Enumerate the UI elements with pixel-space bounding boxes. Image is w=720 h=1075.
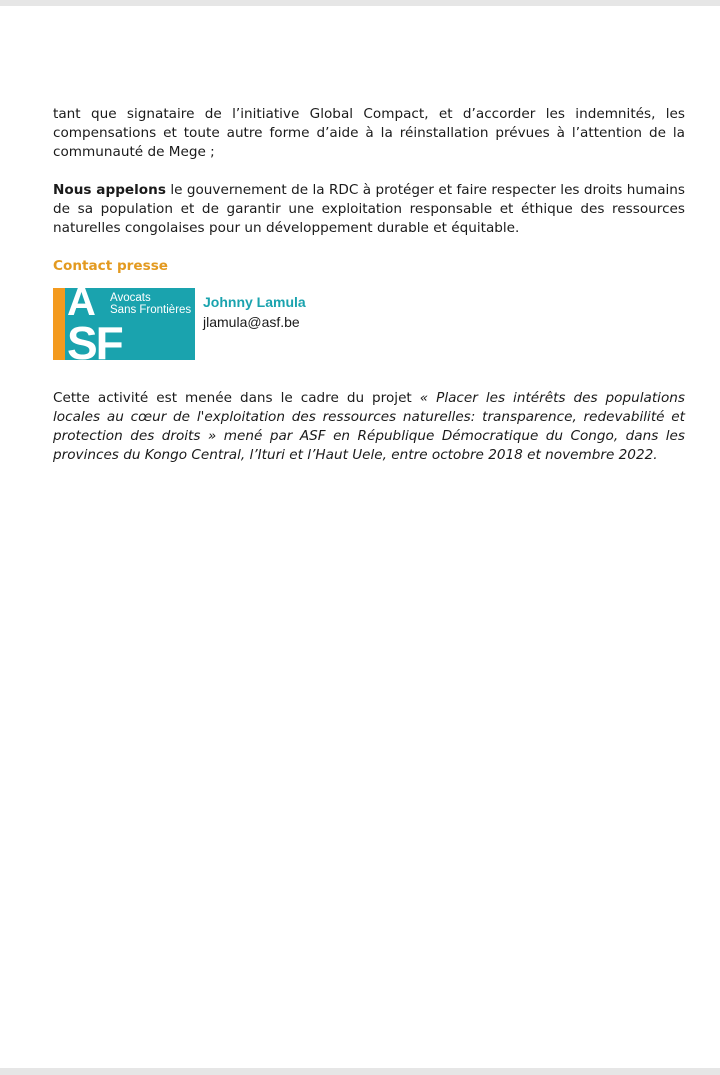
asf-logo [53, 288, 195, 360]
paragraph-project [53, 389, 685, 465]
logo-line1: Avocats [110, 292, 151, 304]
logo-letters-sf: SF [67, 317, 122, 360]
logo-stripe [53, 288, 65, 360]
logo-line2: Sans Frontières [110, 304, 192, 316]
paragraph-global-compact: tant que signataire de l’initiative Global Compact, et d’accorder les indemnités, les compensations et toute autre forme d’aide à la réinstallation prévues à l’attention de la communauté de Mege ; [53, 106, 685, 160]
project-lead: Cette activité est menée dans le cadre du projet [53, 390, 420, 406]
contact-info [203, 292, 306, 332]
appeal-lead: Nous appelons [53, 182, 166, 198]
document-content [53, 105, 685, 465]
logo-letter-a: A [67, 288, 96, 324]
contact-title: Contact presse [53, 258, 169, 274]
paragraph-appeal [53, 181, 685, 238]
logo-text [110, 292, 191, 316]
contact-block [53, 288, 685, 360]
project-title: « Placer les intérêts des populations locales au cœur de l'exploitation des ressources naturelles: transparence, redevabilité et protection des droits » mené par ASF en République Démocratique du Congo, dans les provinces du Kongo Central, l’Ituri et l’Haut Uele, entre octobre 2018 et novembre 2022. [53, 390, 685, 463]
contact-email-link[interactable]: jlamula@asf.be [203, 314, 300, 330]
appeal-text: le gouvernement de la RDC à protéger et faire respecter les droits humains de sa population et de garantir une exploitation responsable et éthique des ressources naturelles congolaises pour un développement durable et équitable. [53, 182, 686, 236]
contact-name: Johnny Lamula [203, 294, 306, 310]
document-page [0, 6, 720, 1068]
